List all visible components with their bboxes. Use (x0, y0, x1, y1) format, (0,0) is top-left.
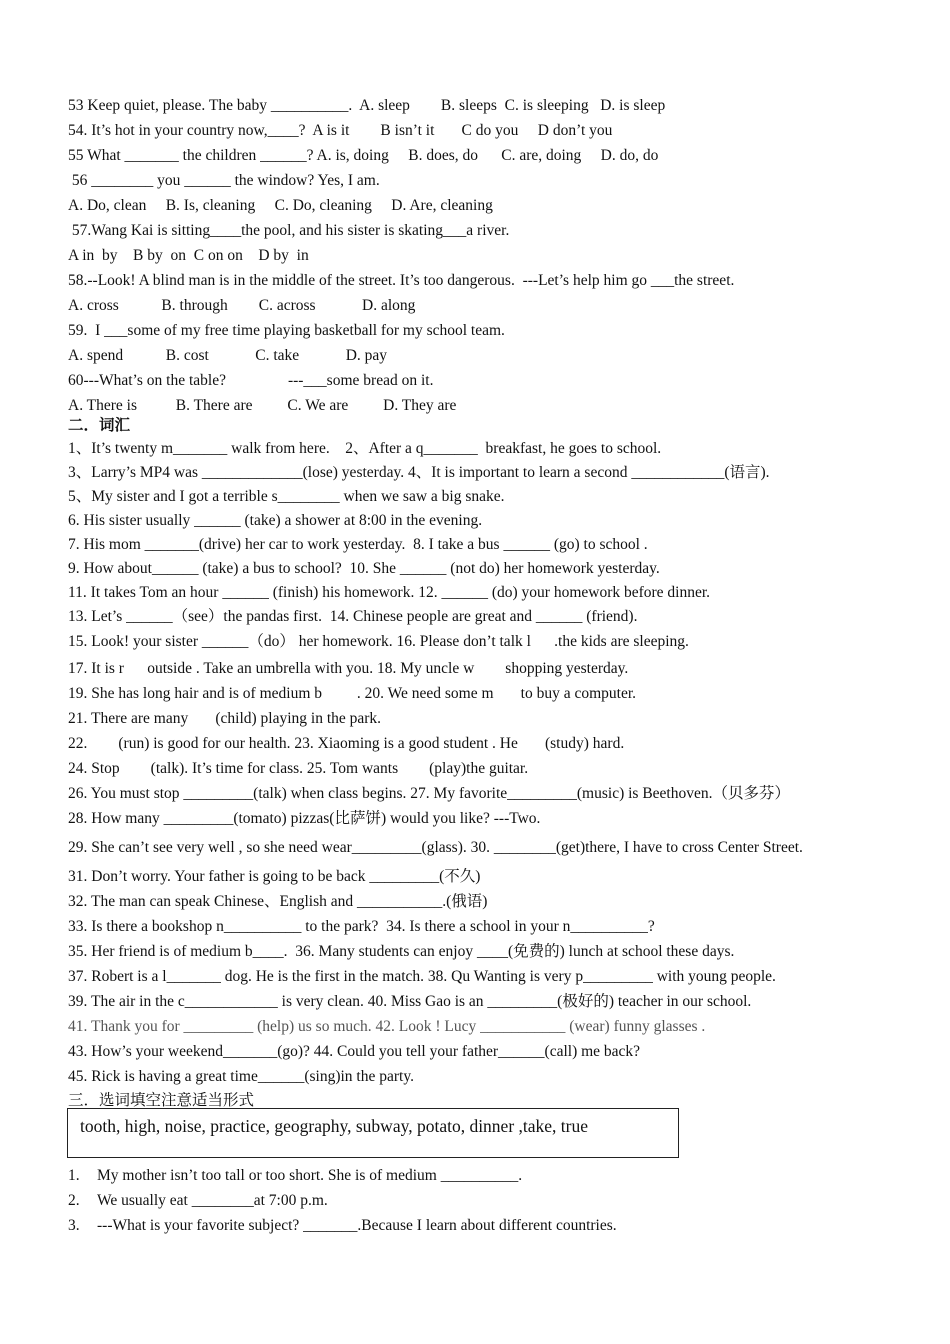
vocab-21: 21. There are many (child) playing in the park. (68, 710, 382, 727)
vocab-9-10: 9. How about______ (take) a bus to school? 10. She ______ (not do) her homework yesterday. (68, 560, 660, 577)
vocab-29-30: 29. She can’t see very well , so she need wear_________(glass). 30. ________(get)there, I have to cross Center Street. (68, 839, 803, 856)
fill-2-text: We usually eat ________at 7:00 p.m. (97, 1192, 328, 1209)
q60-options: A. There is B. There are C. We are D. They are (68, 397, 457, 414)
vocab-1-2: 1、It’s twenty m_______ walk from here. 2、After a q_______ breakfast, he goes to school. (68, 440, 662, 457)
vocab-41-42: 41. Thank you for _________ (help) us so much. 42. Look ! Lucy ___________ (wear) funny glasses . (68, 1018, 706, 1035)
vocab-28: 28. How many _________(tomato) pizzas(比萨饼) would you like? ---Two. (68, 810, 541, 827)
q57-options: A in by B by on C on on D by in (68, 247, 309, 264)
q58-options: A. cross B. through C. across D. along (68, 297, 416, 314)
q59: 59. I ___some of my free time playing basketball for my school team. (68, 322, 505, 339)
vocab-33-34: 33. Is there a bookshop n__________ to the park? 34. Is there a school in your n__________? (68, 918, 655, 935)
fill-3-number: 3. (68, 1217, 80, 1234)
vocab-13-14: 13. Let’s ______（see）the pandas first. 14. Chinese people are great and ______ (friend). (68, 608, 638, 625)
q53: 53 Keep quiet, please. The baby __________. A. sleep B. sleeps C. is sleeping D. is sleep (68, 97, 666, 114)
q60: 60---What’s on the table? ---___some bread on it. (68, 372, 434, 389)
vocab-39-40: 39. The air in the c____________ is very clean. 40. Miss Gao is an _________(极好的) teacher in our school. (68, 993, 752, 1010)
vocab-24-25: 24. Stop (talk). It’s time for class. 25. Tom wants (play)the guitar. (68, 760, 529, 777)
vocab-45: 45. Rick is having a great time______(sing)in the party. (68, 1068, 414, 1085)
vocab-15-16: 15. Look! your sister ______（do） her homework. 16. Please don’t talk l .the kids are sleeping. (68, 633, 689, 650)
vocab-5: 5、My sister and I got a terrible s________ when we saw a big snake. (68, 488, 505, 505)
vocab-35-36: 35. Her friend is of medium b____. 36. Many students can enjoy ____(免费的) lunch at school these days. (68, 943, 735, 960)
vocab-22-23: 22. (run) is good for our health. 23. Xiaoming is a good student . He (study) hard. (68, 735, 625, 752)
vocab-17-18: 17. It is r outside . Take an umbrella with you. 18. My uncle w shopping yesterday. (68, 660, 629, 677)
fill-1-text: My mother isn’t too tall or too short. She is of medium __________. (97, 1167, 523, 1184)
q55: 55 What _______ the children ______? A. is, doing B. does, do C. are, doing D. do, do (68, 147, 659, 164)
section-3-heading: 三．选词填空注意适当形式 (68, 1092, 255, 1109)
q56-options: A. Do, clean B. Is, cleaning C. Do, cleaning D. Are, cleaning (68, 197, 493, 214)
vocab-26-27: 26. You must stop _________(talk) when class begins. 27. My favorite_________(music) is Beethoven.（贝多芬） (68, 785, 790, 802)
vocab-19-20: 19. She has long hair and is of medium b . 20. We need some m to buy a computer. (68, 685, 637, 702)
section-2-heading: 二．词汇 (68, 417, 131, 434)
fill-3-text: ---What is your favorite subject? _______.Because I learn about different countries. (97, 1217, 617, 1234)
vocab-6: 6. His sister usually ______ (take) a shower at 8:00 in the evening. (68, 512, 483, 529)
q59-options: A. spend B. cost C. take D. pay (68, 347, 388, 364)
vocab-3-4: 3、Larry’s MP4 was _____________(lose) yesterday. 4、It is important to learn a second ____________(语言). (68, 464, 770, 481)
q54: 54. It’s hot in your country now,____? A is it B isn’t it C do you D don’t you (68, 122, 613, 139)
word-bank-box (67, 1108, 679, 1158)
fill-1-number: 1. (68, 1167, 80, 1184)
vocab-37-38: 37. Robert is a l_______ dog. He is the first in the match. 38. Qu Wanting is very p_________ with young people. (68, 968, 776, 985)
vocab-31: 31. Don’t worry. Your father is going to be back _________(不久) (68, 868, 481, 885)
fill-2-number: 2. (68, 1192, 80, 1209)
q57: 57.Wang Kai is sitting____the pool, and his sister is skating___a river. (68, 222, 510, 239)
q58: 58.--Look! A blind man is in the middle of the street. It’s too dangerous. ---Let’s help him go ___the street. (68, 272, 735, 289)
q56: 56 ________ you ______ the window? Yes, I am. (68, 172, 380, 189)
word-bank-text: tooth, high, noise, practice, geography, subway, potato, dinner ,take, true (80, 1116, 589, 1136)
vocab-11-12: 11. It takes Tom an hour ______ (finish) his homework. 12. ______ (do) your homework before dinner. (68, 584, 711, 601)
vocab-7-8: 7. His mom _______(drive) her car to work yesterday. 8. I take a bus ______ (go) to school . (68, 536, 648, 553)
vocab-32: 32. The man can speak Chinese、English and ___________.(俄语) (68, 893, 488, 910)
vocab-43-44: 43. How’s your weekend_______(go)? 44. Could you tell your father______(call) me back? (68, 1043, 641, 1060)
